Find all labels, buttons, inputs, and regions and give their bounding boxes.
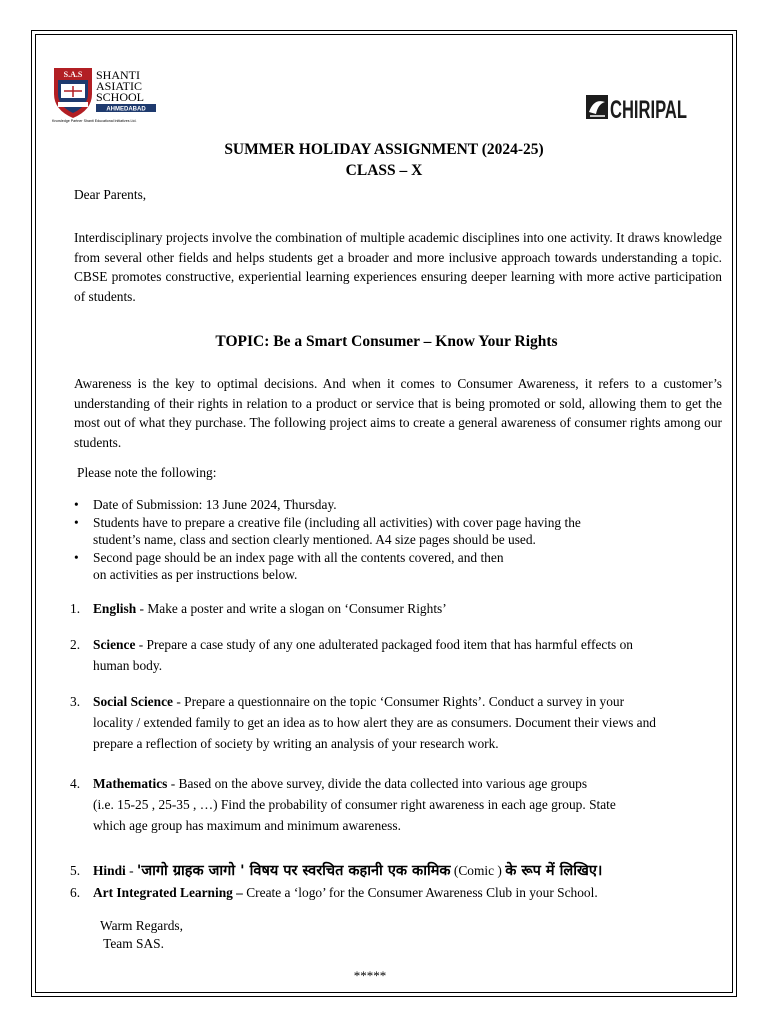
- bullet-dot-icon: •: [74, 549, 79, 565]
- bullet-line: Students have to prepare a creative file (including all activities) with cover page having the: [93, 514, 581, 530]
- hindi-text-a: 'जागो ग्राहक जागो ' विषय पर स्वरचित कहानी एक कामिक: [136, 863, 451, 879]
- item-text-cont: (i.e. 15-25 , 25-35 , …) Find the probability of consumer right awareness in each age group. State: [93, 797, 616, 812]
- intro-paragraph: Interdisciplinary projects involve the combination of multiple academic disciplines into one activity. It draws knowledge from several other fields and helps students get a broader and more inclusive approach towards understanding a topic. CBSE promotes constructive, experiential learning experiences ensuring deeper learning with more active participation of students.: [74, 230, 722, 304]
- item-number: 6.: [70, 885, 81, 900]
- item-text: -: [125, 863, 137, 878]
- salutation: Dear Parents,: [74, 187, 147, 202]
- item-text: - Make a poster and write a slogan on ‘Consumer Rights’: [136, 601, 447, 616]
- bullet-dot-icon: •: [74, 497, 79, 512]
- class-title: CLASS – X: [345, 162, 423, 179]
- closing-line: Warm Regards,: [100, 918, 183, 933]
- hindi-text-b: के रूप में लिखिए।: [505, 863, 603, 879]
- item-text-latin: (Comic ): [450, 863, 506, 878]
- item-text-cont: human body.: [93, 658, 163, 673]
- note-heading: Please note the following:: [77, 465, 217, 480]
- end-mark: *****: [353, 968, 387, 983]
- chiripal-logo-text: CHIRIPAL: [610, 96, 687, 124]
- assignment-title: SUMMER HOLIDAY ASSIGNMENT (2024-25): [224, 141, 544, 158]
- item-number: 5.: [70, 863, 81, 878]
- topic-heading: TOPIC: Be a Smart Consumer – Know Your Rights: [215, 333, 558, 350]
- activity-mathematics: [70, 773, 730, 836]
- item-text: - Prepare a questionnaire on the topic ‘Consumer Rights’. Conduct a survey in your: [172, 694, 625, 709]
- item-text: Create a ‘logo’ for the Consumer Awareness Club in your School.: [242, 885, 598, 900]
- subject-label: Art Integrated Learning –: [93, 885, 243, 900]
- closing-signature: Team SAS.: [100, 936, 164, 951]
- subject-label: Science: [93, 637, 136, 652]
- awareness-paragraph: Awareness is the key to optimal decisions. And when it comes to Consumer Awareness, it refers to a customer’s understanding of their rights in relation to a product or service that is being promoted or sold, allowing them to get the most out of what they purchase. The following project aims to create a general awareness of consumer rights among our students.: [74, 376, 722, 450]
- item-number: 1.: [70, 601, 81, 616]
- item-number: 4.: [70, 776, 81, 791]
- bullet-line: on activities as per instructions below.: [93, 567, 298, 583]
- activity-hindi: [70, 860, 730, 882]
- subject-label: English: [93, 601, 137, 616]
- activity-science: [70, 634, 730, 676]
- chiripal-logo: [586, 92, 688, 122]
- item-text-cont: prepare a reflection of society by writing an analysis of your research work.: [93, 736, 499, 751]
- item-text: - Based on the above survey, divide the data collected into various age groups: [167, 776, 588, 791]
- instructions-list: [74, 496, 724, 584]
- activity-art: [70, 882, 730, 903]
- activity-english: [70, 598, 730, 619]
- bullet-line: student’s name, class and section clearly mentioned. A4 size pages should be used.: [93, 532, 536, 548]
- bullet-item: [74, 496, 724, 514]
- logo-name-line-2: ASIATIC: [96, 79, 143, 93]
- item-number: 3.: [70, 694, 81, 709]
- bullet-line: Second page should be an index page with all the contents covered, and then: [93, 549, 504, 565]
- item-number: 2.: [70, 637, 81, 652]
- subject-label: Mathematics: [93, 776, 168, 791]
- logo-tagline: Knowledge Partner Shanti Educational Initiatives Ltd.: [52, 119, 137, 123]
- item-text-cont: which age group has maximum and minimum awareness.: [93, 818, 401, 833]
- bullet-item: [74, 549, 724, 584]
- closing: [100, 917, 183, 953]
- item-text-cont: locality / extended family to get an idea as to how alert they are as consumers. Document their views and: [93, 715, 656, 730]
- bullet-item: [74, 514, 724, 549]
- logo-badge-text: S.A.S: [63, 70, 83, 79]
- activity-social-science: [70, 691, 730, 754]
- item-text: - Prepare a case study of any one adulterated packaged food item that has harmful effects on: [135, 637, 634, 652]
- bullet-line: Date of Submission: 13 June 2024, Thursday.: [93, 497, 337, 512]
- subject-label: Social Science: [93, 694, 173, 709]
- logo-name-line-3: SCHOOL: [96, 90, 145, 104]
- subject-label: Hindi: [93, 863, 126, 878]
- logo-name-line-1: SHANTI: [96, 68, 140, 82]
- bullet-dot-icon: •: [74, 514, 79, 530]
- logo-city: AHMEDABAD: [106, 106, 146, 113]
- school-logo: [52, 64, 162, 124]
